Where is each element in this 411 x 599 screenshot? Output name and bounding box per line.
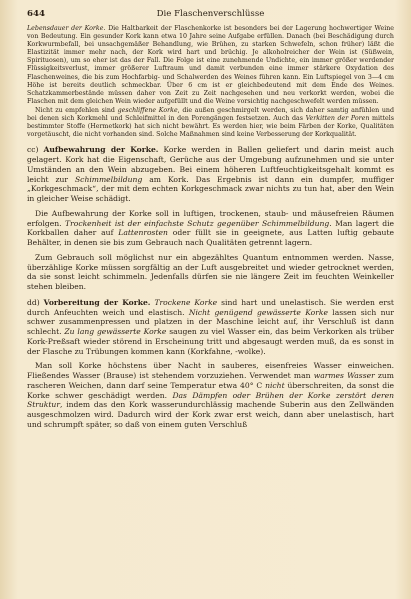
emphasis-text: geschliffene Korke	[117, 106, 178, 114]
emphasis-text: nicht	[265, 380, 285, 390]
body-text: Die Haltbarkeit der Flaschenkorke ist besonders bei der Lagerung hochwertiger Weine von Bedeutung. Ein gesunder Kork kann etwa 10 Jahre seine Aufgabe erfüllen. Danach (bei Beschädigung durch Korkwurmbefall, bei unsachgemäßer Behandlung, wie Brühen, zu starken Schwefeln, schon früher) läßt die Elastizität immer mehr nach, der Kork wird hart und brüchig. Je alkoholreicher der Wein ist (Süßwein, Spirituosen), um so eher ist das der Fall. Die Folge ist eine zunehmende Undichte, ein immer größer werdender Flüssigkeitsverlust, immer größerer Luftraum und damit verbunden eine immer stärkere Oxydation des Flaschenweines, die bis zum Hochfarbig- und Schalwerden des Weines führen kann. Ein Luftspiegel von 3—4 cm Höhe ist bereits deutlich schmeckbar. Über 6 cm ist er gleichbedeutend mit dem Ende des Weines. Schatzkammerbestände müssen daher von Zeit zu Zeit nachgesehen und neu verkorkt werden, wobei die Flaschen mit dem gleichen Wein wieder aufgefüllt und die Weine vorsichtig nachgeschwefelt werden müssen.	[27, 25, 394, 105]
paragraph-geschliffene-korke	[27, 107, 394, 139]
body-text: , die außen geschmirgelt werden, sich daher samtig anfühlen und bei denen sich Korkmehl und Schleifmittel in den Porengängen festsetzen. Auch das	[27, 106, 394, 123]
bold-heading-text: Aufbewahrung der Korke.	[43, 145, 159, 155]
emphasis-text: Zu lang gewässerte Korke	[64, 327, 167, 337]
body-text: am Kork. Das Ergebnis ist dann ein dumpfer, muffiger „Korkgeschmack“, der mit dem echten Korkgeschmack zwar nichts zu tun hat, aber den Wein in gleicher Weise schädigt.	[27, 174, 394, 204]
bold-heading-text: Vorbereitung der Korke.	[43, 297, 151, 307]
body-text: cc)	[27, 145, 44, 155]
body-text: Zum Gebrauch soll möglichst nur ein abgezähltes Quantum entnommen werden. Nasse, überzählige Korke müssen sorgfältig an der Luft ausgebreitet und wieder getrocknet werden, da sie sonst leicht schimmeln. Jedenfalls dürfen sie nie längere Zeit im feuchten Weinkeller stehen bleiben.	[27, 252, 394, 292]
body-text: saugen zu viel Wasser ein, das beim Verkorken als trüber Kork-Preßsaft wieder störend in Erscheinung tritt und abgesaugt werden muß, da es sonst in der Flasche zu Trübungen kommen kann (Korkfahne, -wolke).	[27, 327, 394, 356]
paragraph-gebrauch	[27, 253, 394, 292]
body-text: Korke werden in Ballen geliefert und darin meist auch gelagert. Kork hat die Eigenschaft, Gerüche aus der Umgebung aufzunehmen und sie unter Umständen an den Wein abzugeben. Bei einem höheren Luftfeuchtigkeitsgehalt kommt es leicht zur	[27, 145, 394, 184]
paragraph-einweichen	[27, 361, 394, 429]
paragraph-aufbewahrung-raeume	[27, 209, 394, 248]
emphasis-text: warmes Wasser	[313, 371, 375, 381]
page-header	[27, 9, 394, 25]
body-text: Man soll Korke höchstens über Nacht in sauberes, eisenfreies Wasser einweichen. Fließendes Wasser (Brause) ist stehendem vorzuziehen. Verwendet man	[27, 361, 394, 381]
body-text: überschreiten, da sonst die Korke schwer geschädigt werden.	[27, 380, 394, 400]
body-text: , indem das den Kork wasserundurchlässig machende Suberin aus den Zellwänden ausgeschmolzen wird. Dadurch wird der Kork zwar erst weich, dann aber unelastisch, hart und schrumpft später, so daß von einem guten Verschluß	[27, 400, 394, 429]
emphasis-text: Das Dämpfen oder Brühen der Korke zerstört deren Struktur	[27, 390, 394, 410]
emphasis-text: Trockene Korke	[154, 297, 218, 307]
paragraph-aufbewahrung-heading	[27, 145, 394, 204]
body-text: dd)	[27, 297, 44, 307]
emphasis-text: Trockenheit ist der einfachste Schutz gegenüber Schimmelbildung.	[65, 218, 332, 228]
page-number: 644	[27, 9, 45, 19]
body-text: Die Aufbewahrung der Korke soll in luftigen, trockenen, staub- und mäusefreien Räumen erfolgen.	[27, 208, 394, 228]
body-text: Nicht zu empfehlen sind	[35, 106, 118, 114]
paragraph-lebensdauer	[27, 25, 394, 106]
body-text: zum rascheren Weichen, dann darf seine Temperatur etwa 40° C	[27, 371, 394, 390]
emphasis-text: Nicht genügend gewässerte Korke	[188, 307, 328, 317]
emphasis-text: Schimmelbildung	[74, 174, 143, 184]
paragraph-vorbereitung-heading	[27, 298, 394, 357]
body-text: mittels bestimmter Stoffe (Hermetkork) hat sich nicht bewährt. Es werden hier, wie beim Färben der Korke, Qualitäten vorgetäuscht, die nicht vorhanden sind. Solche Maßnahmen sind keine Verbesserung der Korkqualität.	[27, 115, 395, 139]
emphasis-text: Verkitten der Poren	[305, 115, 370, 123]
body-text: lassen sich nur schwer zusammenpressen und platzen in der Maschine leicht auf, ihr Verschluß ist dann schlecht.	[27, 307, 394, 337]
body-text: oder füllt sie in geeignete, aus Latten luftig gebaute Behälter, in denen sie bis zum Gebrauch nach Qualitäten getrennt lagern.	[27, 228, 394, 248]
emphasis-text: Lattenrosten	[118, 228, 168, 238]
emphasis-text: Lebensdauer der Korke.	[27, 25, 106, 32]
body-text: Man lagert die Korkballen daher auf	[27, 218, 394, 238]
running-title: Die Flaschenverschlüsse	[156, 9, 265, 19]
body-text: sind hart und unelastisch. Sie werden erst durch Anfeuchten weich und elastisch.	[27, 297, 394, 317]
